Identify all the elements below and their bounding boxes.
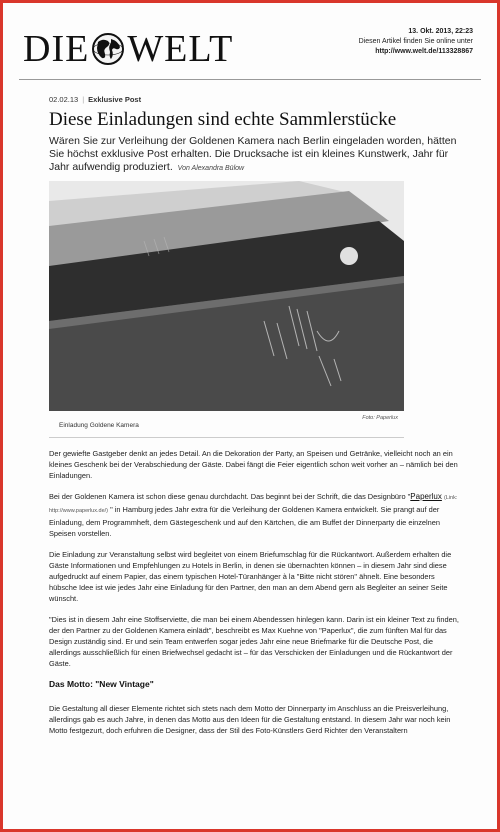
paragraph-4: "Dies ist in diesem Jahr eine Stoffserviette, die man bei einem Abendessen hinlegen kann. Darin ist ein kleiner Text zu finden, der den Partner zu der Goldenen Kamera einlädt", beschreibt es Max Kuehne von "Paperlux", die zum fünften Mal für das Design zuständig sind. Er und sein Team entwerfen sogar jedes Jahr eine neue Briefmarke für die Deutsche Post, die allerdings ausschließlich für einen Briefwechsel gedacht ist – für das Verschicken der Einladungen und die Rückantwort der Gäste. [49, 615, 459, 668]
header-rule [19, 79, 481, 80]
paragraph-5: Die Gestaltung all dieser Elemente richtet sich stets nach dem Motto der Dinnerparty im Anschluss an die Preisverleihung, allerdings gab es auch Jahre, in denen das Motto aus den Ideen für die Gestaltung entstand. In diesem Jahr war noch kein Motto festgezurt, doch erfuhren die Designer, dass der Stil des Foto-Künstlers Gerd Richter den Veranstaltern [49, 704, 451, 735]
lead-text: Wären Sie zur Verleihung der Goldenen Kamera nach Berlin eingeladen worden, hätten Sie höchst exklusive Post erhalten. Die Drucksache ist ein kleines Kunstwerk, Jahr für Jahr aufwendig produziert. [49, 135, 457, 173]
paragraph-3: Die Einladung zur Veranstaltung selbst wird begleitet von einem Briefumschlag für die Rückantwort. Außerdem erhalten die Gäste Informationen und Empfehlungen zu Hotels in Berlin, in denen sie übernachten können – in diesem Jahr sind diese aufgedruckt auf einem Papier, das einem typischen Hotel-Türanhänger à la "Bitte nicht stören" ähnelt. Eine besonders hübsche Idee ist wie jedes Jahr eine Einladung für den Partner, den man an dem Abend gern als Begleiter an seiner Seite wünscht. [49, 550, 452, 603]
masthead [23, 21, 483, 81]
paperlux-link-note: (Link: http://www.paperlux.de/) [49, 495, 458, 514]
article-body [49, 448, 459, 736]
paragraph-2-end: " in Hamburg jedes Jahr extra für die Verleihung der Goldenen Kamera entwickelt. Sie prangt auf der Einladung, dem Programmheft, dem Gästegeschenk und auf den Kärtchen, die am Buffet der Dinnerparty die einzelnen Speisen vorstellen. [49, 505, 440, 538]
logo-text-left: DIE [23, 28, 90, 70]
print-date: 13. Okt. 2013, 22:23 [408, 28, 473, 35]
printed-page [3, 3, 497, 829]
paperlux-link[interactable]: Paperlux [410, 492, 442, 501]
article-author: Von Alexandra Bülow [177, 165, 245, 172]
kicker-separator: | [82, 95, 85, 104]
section-subhead: Das Motto: "New Vintage" [49, 679, 154, 689]
logo-text-right: WELT [127, 28, 234, 70]
print-meta [359, 27, 473, 57]
paragraph-1: Der gewiefte Gastgeber denkt an jedes Detail. An die Dekoration der Party, an Speisen und Getränke, vielleicht noch an ein kleines Geschenk bei der Verabschiedung der Gäste. Dabei fängt die Feier eigentlich schon weit vorher an – nämlich bei den Einladungen. [49, 449, 458, 480]
photo-caption: Einladung Goldene Kamera [59, 422, 139, 429]
globe-icon [91, 32, 125, 66]
article-url[interactable]: http://www.welt.de/113328867 [375, 48, 473, 55]
invitation-photo[interactable] [49, 181, 404, 411]
article-figure [49, 181, 404, 438]
article [49, 95, 459, 746]
article-section[interactable]: Exklusive Post [88, 95, 142, 104]
photo-credit: Foto: Paperlux [362, 415, 398, 421]
paragraph-2 [49, 491, 459, 539]
die-welt-logo[interactable] [23, 27, 233, 71]
paragraph-2-start: Bei der Goldenen Kamera ist schon diese genau durchdacht. Das beginnt bei der Schrift, die das Designbüro " [49, 492, 411, 501]
article-headline: Diese Einladungen sind echte Sammlerstücke [49, 109, 397, 130]
article-kicker [49, 95, 459, 106]
online-notice: Diesen Artikel finden Sie online unter [358, 38, 473, 45]
article-date: 02.02.13 [49, 95, 79, 104]
caption-row [49, 411, 404, 437]
article-lead [49, 135, 459, 175]
